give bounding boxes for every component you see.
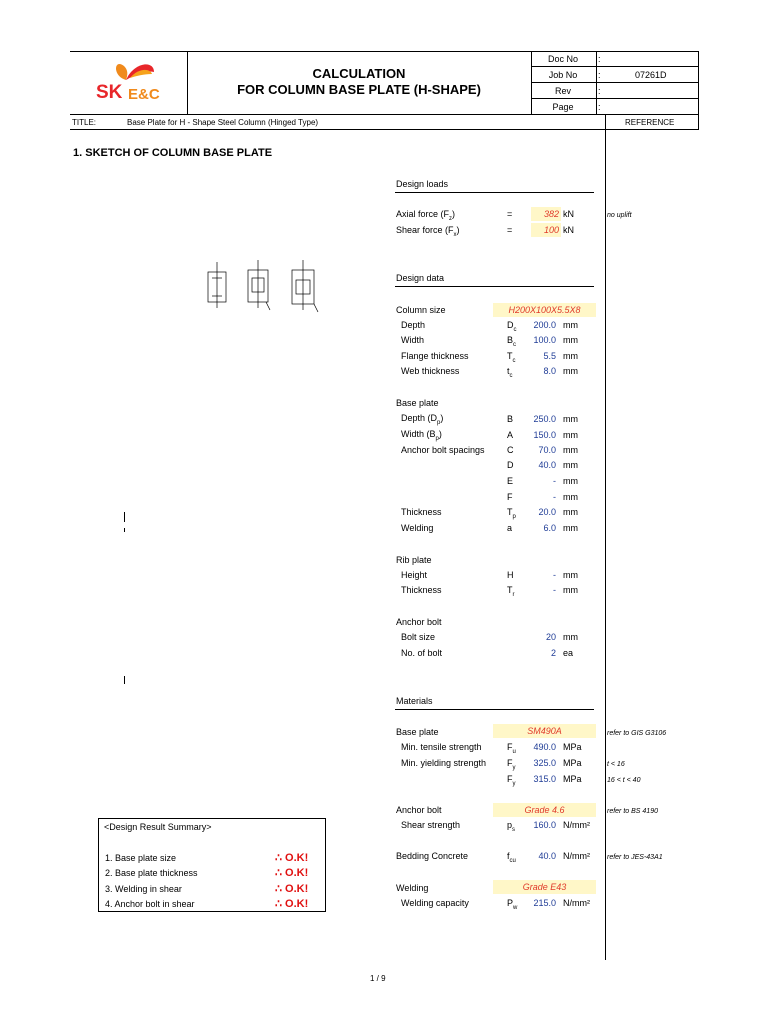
bp-depth-label-close: ) xyxy=(440,413,444,423)
bolt-size-unit: mm xyxy=(563,632,578,642)
yield1-unit: MPa xyxy=(563,758,582,768)
spacing-f-value: - xyxy=(553,492,556,502)
bolt-spacing-label: Anchor bolt spacings xyxy=(401,445,485,455)
tensile-sym-text: F xyxy=(507,742,513,752)
bolt-count-value: 2 xyxy=(550,648,556,658)
job-no-value: 07261D xyxy=(635,70,667,80)
column-width-unit: mm xyxy=(563,335,578,345)
materials-heading: Materials xyxy=(396,696,433,706)
shear-strength-sym-text: p xyxy=(507,820,513,830)
shear-value[interactable]: 100 xyxy=(543,225,559,235)
bp-depth-label-sub: p xyxy=(437,419,441,426)
column-depth-label: Depth xyxy=(401,320,426,330)
web-thickness-unit: mm xyxy=(563,366,578,376)
docinfo-row-line-2 xyxy=(531,82,699,83)
bp-width-label xyxy=(401,429,442,445)
title-line-2: FOR COLUMN BASE PLATE (H-SHAPE) xyxy=(237,82,481,97)
bedding-ref: refer to JES-43A1 xyxy=(607,854,663,861)
document-title xyxy=(187,66,531,98)
anchor-material-label: Anchor bolt xyxy=(396,805,442,815)
yield2-sym xyxy=(507,774,516,790)
summary-item-result-2: ∴ O.K! xyxy=(275,867,309,879)
web-thickness-sym-text: t xyxy=(507,366,510,376)
bp-thickness-sym xyxy=(507,507,516,523)
bedding-sym-text: f xyxy=(507,851,510,861)
bp-thickness-sym-text: T xyxy=(507,507,513,517)
shear-force-label xyxy=(396,225,460,241)
yield2-sym-text: F xyxy=(507,774,513,784)
yield1-ref: t < 16 xyxy=(607,761,625,768)
bp-width-label-close: ) xyxy=(438,429,442,439)
tensile-label: Min. tensile strength xyxy=(401,742,482,752)
summary-item-label-1: 1. Base plate size xyxy=(105,853,177,863)
yield-label: Min. yielding strength xyxy=(401,758,487,768)
yield1-value: 325.0 xyxy=(533,758,556,768)
page-colon: : xyxy=(598,102,601,112)
rib-height-unit: mm xyxy=(563,570,578,580)
rib-thickness-sym-sub: r xyxy=(512,591,515,598)
web-thickness-label: Web thickness xyxy=(401,366,460,376)
docinfo-row-line-3 xyxy=(531,98,699,99)
bp-width-label-text: Width (B xyxy=(401,429,436,439)
reference-header: REFERENCE xyxy=(625,118,675,127)
yield2-sym-sub: y xyxy=(512,780,516,787)
shear-strength-sym xyxy=(507,820,515,836)
yield2-value: 315.0 xyxy=(533,774,556,784)
base-plate-ref: refer to GIS G3106 xyxy=(607,730,667,737)
base-plate-heading: Base plate xyxy=(396,398,439,408)
bp-depth-label xyxy=(401,413,443,429)
yield2-unit: MPa xyxy=(563,774,582,784)
shear-strength-unit: N/mm² xyxy=(563,820,590,830)
company-logo xyxy=(92,58,182,108)
docinfo-colon-divider xyxy=(596,51,597,114)
base-plate-grade[interactable]: SM490A xyxy=(527,726,562,736)
axial-eq: = xyxy=(507,209,513,219)
axial-sub: z xyxy=(449,215,453,222)
rib-thickness-label: Thickness xyxy=(401,585,442,595)
web-thickness-sym-sub: c xyxy=(509,372,513,379)
axial-unit: kN xyxy=(563,209,574,219)
job-no-colon: : xyxy=(598,70,601,80)
flange-thickness-sym-sub: c xyxy=(512,357,516,364)
welding-value: 6.0 xyxy=(543,523,556,533)
rib-height-sym: H xyxy=(507,570,514,580)
column-depth-sym-sub: c xyxy=(513,326,517,333)
yield2-ref: 16 < t < 40 xyxy=(607,777,641,784)
page-number: 1 / 9 xyxy=(370,974,386,983)
weld-capacity-sym-text: P xyxy=(507,898,514,908)
spacing-c-sym: C xyxy=(507,445,514,455)
summary-item-label-3: 3. Welding in shear xyxy=(105,884,182,894)
rib-thickness-sym xyxy=(507,585,515,601)
materials-underline xyxy=(395,709,594,710)
axial-label-text: Axial force (F xyxy=(396,209,450,219)
bedding-label: Bedding Concrete xyxy=(396,851,469,861)
tensile-sym xyxy=(507,742,516,758)
bp-thickness-label: Thickness xyxy=(401,507,442,517)
bolt-size-value: 20 xyxy=(545,632,556,642)
welding-label: Welding xyxy=(401,523,434,533)
spacing-f-sym: F xyxy=(507,492,513,502)
weld-capacity-unit: N/mm² xyxy=(563,898,590,908)
column-depth-value: 200.0 xyxy=(533,320,556,330)
design-data-underline xyxy=(395,286,594,287)
bp-depth-unit: mm xyxy=(563,414,578,424)
column-depth-sym-text: D xyxy=(507,320,514,330)
spacing-d-unit: mm xyxy=(563,460,578,470)
rib-height-label: Height xyxy=(401,570,428,580)
bp-depth-value: 250.0 xyxy=(533,414,556,424)
reference-divider xyxy=(605,114,606,960)
flange-thickness-sym-text: T xyxy=(507,351,513,361)
shear-close: ) xyxy=(456,225,460,235)
column-width-label: Width xyxy=(401,335,425,345)
web-thickness-sym xyxy=(507,366,513,382)
welding-unit: mm xyxy=(563,523,578,533)
column-width-sym xyxy=(507,335,516,351)
web-thickness-value: 8.0 xyxy=(543,366,556,376)
shear-strength-label: Shear strength xyxy=(401,820,461,830)
yield1-sym-sub: y xyxy=(512,764,516,771)
shear-label-text: Shear force (F xyxy=(396,225,454,235)
spacing-d-value: 40.0 xyxy=(538,460,556,470)
shear-sub: x xyxy=(453,231,457,238)
weld-capacity-sym-sub: w xyxy=(513,904,518,911)
sketch-marker-2 xyxy=(124,528,125,532)
bp-thickness-sym-sub: p xyxy=(512,513,516,520)
summary-item-result-4: ∴ O.K! xyxy=(275,898,309,910)
yield1-sym-text: F xyxy=(507,758,513,768)
shear-unit: kN xyxy=(563,225,574,235)
bedding-unit: N/mm² xyxy=(563,851,590,861)
bp-depth-label-text: Depth (D xyxy=(401,413,438,423)
spacing-e-unit: mm xyxy=(563,476,578,486)
summary-heading: <Design Result Summary> xyxy=(104,822,212,832)
bp-width-label-sub: p xyxy=(435,435,439,442)
summary-item-label-2: 2. Base plate thickness xyxy=(105,868,198,878)
axial-close: ) xyxy=(452,209,456,219)
design-data-heading: Design data xyxy=(396,273,445,283)
shear-eq: = xyxy=(507,225,513,235)
header-top-border xyxy=(70,51,699,52)
anchor-bolt-heading: Anchor bolt xyxy=(396,617,442,627)
tensile-unit: MPa xyxy=(563,742,582,752)
design-result-summary xyxy=(98,818,326,912)
bp-width-value: 150.0 xyxy=(533,430,556,440)
design-loads-heading: Design loads xyxy=(396,179,449,189)
spacing-d-sym: D xyxy=(507,460,514,470)
summary-item-result-3: ∴ O.K! xyxy=(275,883,309,895)
weld-capacity-label: Welding capacity xyxy=(401,898,469,908)
welding-grade[interactable]: Grade E43 xyxy=(522,882,567,892)
summary-item-label-4: 4. Anchor bolt in shear xyxy=(105,899,195,909)
rib-thickness-unit: mm xyxy=(563,585,578,595)
rib-thickness-value: - xyxy=(553,585,556,595)
shear-strength-value: 160.0 xyxy=(533,820,556,830)
logo-sk: SK xyxy=(96,82,123,103)
yield1-sym xyxy=(507,758,516,774)
bp-thickness-value: 20.0 xyxy=(538,507,556,517)
title-row-label: TITLE: xyxy=(72,118,97,127)
anchor-grade[interactable]: Grade 4.6 xyxy=(524,805,565,815)
title-line-1: CALCULATION xyxy=(312,66,406,81)
column-size-label: Column size xyxy=(396,305,446,315)
spacing-e-value: - xyxy=(553,476,556,486)
tensile-value: 490.0 xyxy=(533,742,556,752)
page-label: Page xyxy=(552,102,574,112)
sketch-marker-3 xyxy=(124,676,125,684)
design-loads-underline xyxy=(395,192,594,193)
column-depth-sym xyxy=(507,320,517,336)
doc-no-colon: : xyxy=(598,54,601,64)
section-heading: 1. SKETCH OF COLUMN BASE PLATE xyxy=(73,147,273,159)
flange-thickness-label: Flange thickness xyxy=(401,351,469,361)
bedding-sym xyxy=(507,851,516,867)
welding-sym: a xyxy=(507,523,513,533)
axial-ref: no uplift xyxy=(607,212,632,219)
bolt-count-label: No. of bolt xyxy=(401,648,443,658)
column-depth-unit: mm xyxy=(563,320,578,330)
spacing-e-sym: E xyxy=(507,476,514,486)
bp-width-unit: mm xyxy=(563,430,578,440)
rib-plate-heading: Rib plate xyxy=(396,555,432,565)
column-width-sym-sub: c xyxy=(513,341,517,348)
base-plate-sketch xyxy=(200,258,330,318)
logo-ec: E&C xyxy=(128,86,160,103)
doc-no-label: Doc No xyxy=(547,54,578,64)
bp-width-sym: A xyxy=(507,430,514,440)
flange-thickness-value: 5.5 xyxy=(543,351,556,361)
axial-force-label xyxy=(396,209,455,225)
rib-thickness-sym-text: T xyxy=(507,585,513,595)
title-row-value: Base Plate for H - Shape Steel Column (Hinged Type) xyxy=(127,118,319,127)
bolt-size-label: Bolt size xyxy=(401,632,436,642)
column-size-value[interactable]: H200X100X5.5X8 xyxy=(508,305,581,315)
bp-depth-sym: B xyxy=(507,414,514,424)
docinfo-right-border xyxy=(698,51,699,129)
flange-thickness-unit: mm xyxy=(563,351,578,361)
tensile-sym-sub: u xyxy=(512,748,516,755)
sketch-drawing-icon xyxy=(200,258,330,318)
bolt-count-unit: ea xyxy=(563,648,574,658)
base-plate-material-label: Base plate xyxy=(396,727,439,737)
rev-colon: : xyxy=(598,86,601,96)
bedding-sym-sub: cu xyxy=(509,857,516,864)
column-width-sym-text: B xyxy=(507,335,514,345)
weld-capacity-sym xyxy=(507,898,517,914)
column-width-value: 100.0 xyxy=(533,335,556,345)
summary-item-result-1: ∴ O.K! xyxy=(275,852,309,864)
weld-capacity-value: 215.0 xyxy=(533,898,556,908)
spacing-f-unit: mm xyxy=(563,492,578,502)
rib-height-value: - xyxy=(553,570,556,580)
flange-thickness-sym xyxy=(507,351,516,367)
spacing-c-value: 70.0 xyxy=(538,445,556,455)
axial-value[interactable]: 382 xyxy=(543,209,559,219)
sketch-marker-1 xyxy=(124,512,125,522)
anchor-ref: refer to BS 4190 xyxy=(607,808,658,815)
bp-thickness-unit: mm xyxy=(563,507,578,517)
bedding-value: 40.0 xyxy=(538,851,556,861)
docinfo-row-line-1 xyxy=(531,66,699,67)
welding-material-label: Welding xyxy=(396,883,429,893)
rev-label: Rev xyxy=(554,86,571,96)
job-no-label: Job No xyxy=(548,70,578,80)
shear-strength-sym-sub: s xyxy=(512,826,516,833)
spacing-c-unit: mm xyxy=(563,445,578,455)
